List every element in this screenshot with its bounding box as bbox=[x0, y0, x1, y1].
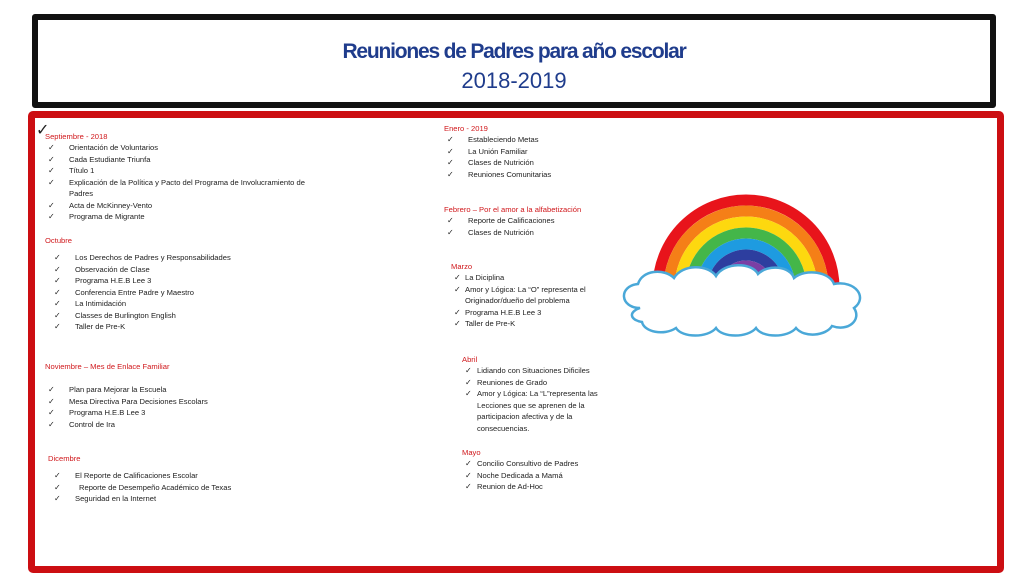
section-enero bbox=[444, 123, 644, 180]
title-banner bbox=[32, 14, 996, 108]
list-item: ✓ Clases de Nutrición bbox=[444, 157, 644, 169]
list-item: ✓ Cada Estudiante Triunfa bbox=[45, 154, 345, 166]
list-item: ✓ Amor y Lógica: La “O” representa el Originador/dueño del problema bbox=[451, 284, 619, 307]
list-item: ✓ Amor y Lógica: La “L”representa las Lecciones que se aprenen de la participacion afectiva y de la consecuencias. bbox=[462, 388, 622, 434]
list-item: ✓ Programa de Migrante bbox=[45, 211, 345, 223]
list-item: ✓ Título 1 bbox=[45, 165, 345, 177]
rainbow-icon bbox=[612, 180, 880, 340]
section-title-septiembre: Septiembre - 2018 bbox=[45, 132, 108, 141]
list-septiembre bbox=[45, 142, 345, 223]
section-title-enero: Enero - 2019 bbox=[444, 124, 488, 133]
school-year: 2018-2019 bbox=[461, 68, 567, 93]
list-item: ✓ Orientación de Voluntarios bbox=[45, 142, 345, 154]
list-item: ✓ Taller de Pre-K bbox=[51, 321, 345, 333]
list-item: ✓ Acta de McKinney-Vento bbox=[45, 200, 345, 212]
section-title-noviembre: Noviembre – Mes de Enlace Familiar bbox=[45, 362, 170, 371]
list-diciembre bbox=[48, 470, 348, 505]
check-icon: ✓ bbox=[36, 120, 50, 139]
section-title-octubre: Octubre bbox=[45, 236, 73, 245]
section-octubre bbox=[45, 235, 345, 333]
list-item: ✓ Lidiando con Situaciones Dificiles bbox=[462, 365, 622, 377]
section-noviembre bbox=[45, 361, 345, 430]
list-item: ✓ La Diciplina bbox=[451, 272, 619, 284]
list-item: ✓ Plan para Mejorar la Escuela bbox=[45, 384, 345, 396]
section-title-marzo: Marzo bbox=[451, 262, 473, 271]
list-item: ✓ Seguridad en la Internet bbox=[51, 493, 348, 505]
list-octubre bbox=[45, 252, 345, 333]
list-item: ✓ Noche Dedicada a Mamá bbox=[462, 470, 632, 482]
list-item: ✓ Programa H.E.B Lee 3 bbox=[451, 307, 619, 319]
list-item: ✓ La Intimidación bbox=[51, 298, 345, 310]
list-item: ✓ Clases de Nutrición bbox=[444, 227, 644, 239]
list-item: ✓ Reunion de Ad-Hoc bbox=[462, 481, 632, 493]
list-noviembre bbox=[45, 384, 345, 430]
list-mayo bbox=[462, 458, 632, 493]
section-marzo bbox=[451, 261, 619, 330]
list-item: ✓ Classes de Burlington English bbox=[51, 310, 345, 322]
section-title-febrero: Febrero – Por el amor a la alfabetización bbox=[444, 205, 582, 214]
section-diciembre bbox=[48, 453, 348, 505]
list-item: ✓ Programa H.E.B Lee 3 bbox=[45, 407, 345, 419]
page-title: Reuniones de Padres para año escolar bbox=[342, 40, 686, 63]
list-item: ✓ Control de Ira bbox=[45, 419, 345, 431]
list-enero bbox=[444, 134, 644, 180]
section-septiembre bbox=[45, 131, 345, 223]
list-item: ✓ Estableciendo Metas bbox=[444, 134, 644, 146]
list-item: ✓ Reuniones Comunitarias bbox=[444, 169, 644, 181]
list-item: ✓ Taller de Pre-K bbox=[451, 318, 619, 330]
list-marzo bbox=[451, 272, 619, 330]
list-item: ✓ Mesa Directiva Para Decisiones Escolars bbox=[45, 396, 345, 408]
section-title-diciembre: Dicembre bbox=[48, 454, 81, 463]
section-title-mayo: Mayo bbox=[462, 448, 481, 457]
list-abril bbox=[462, 365, 622, 434]
list-item: ✓ Los Derechos de Padres y Responsabilidades bbox=[51, 252, 345, 264]
list-item: ✓ Observación de Clase bbox=[51, 264, 345, 276]
list-item: ✓ Conferencia Entre Padre y Maestro bbox=[51, 287, 345, 299]
section-mayo bbox=[462, 447, 632, 493]
section-abril bbox=[462, 354, 622, 434]
list-item: ✓ Reporte de Calificaciones bbox=[444, 215, 644, 227]
list-item: ✓ Concilio Consultivo de Padres bbox=[462, 458, 632, 470]
list-item: ✓ Reuniones de Grado bbox=[462, 377, 622, 389]
section-title-abril: Abril bbox=[462, 355, 478, 364]
list-item: ✓ Reporte de Desempeño Académico de Texas bbox=[51, 482, 348, 494]
list-item: ✓ Programa H.E.B Lee 3 bbox=[51, 275, 345, 287]
cloud-icon bbox=[624, 265, 860, 335]
list-item: ✓ El Reporte de Calificaciones Escolar bbox=[51, 470, 348, 482]
list-item: ✓ Explicación de la Política y Pacto del Programa de Involucramiento de Padres bbox=[45, 177, 329, 200]
list-item: ✓ La Unión Familiar bbox=[444, 146, 644, 158]
